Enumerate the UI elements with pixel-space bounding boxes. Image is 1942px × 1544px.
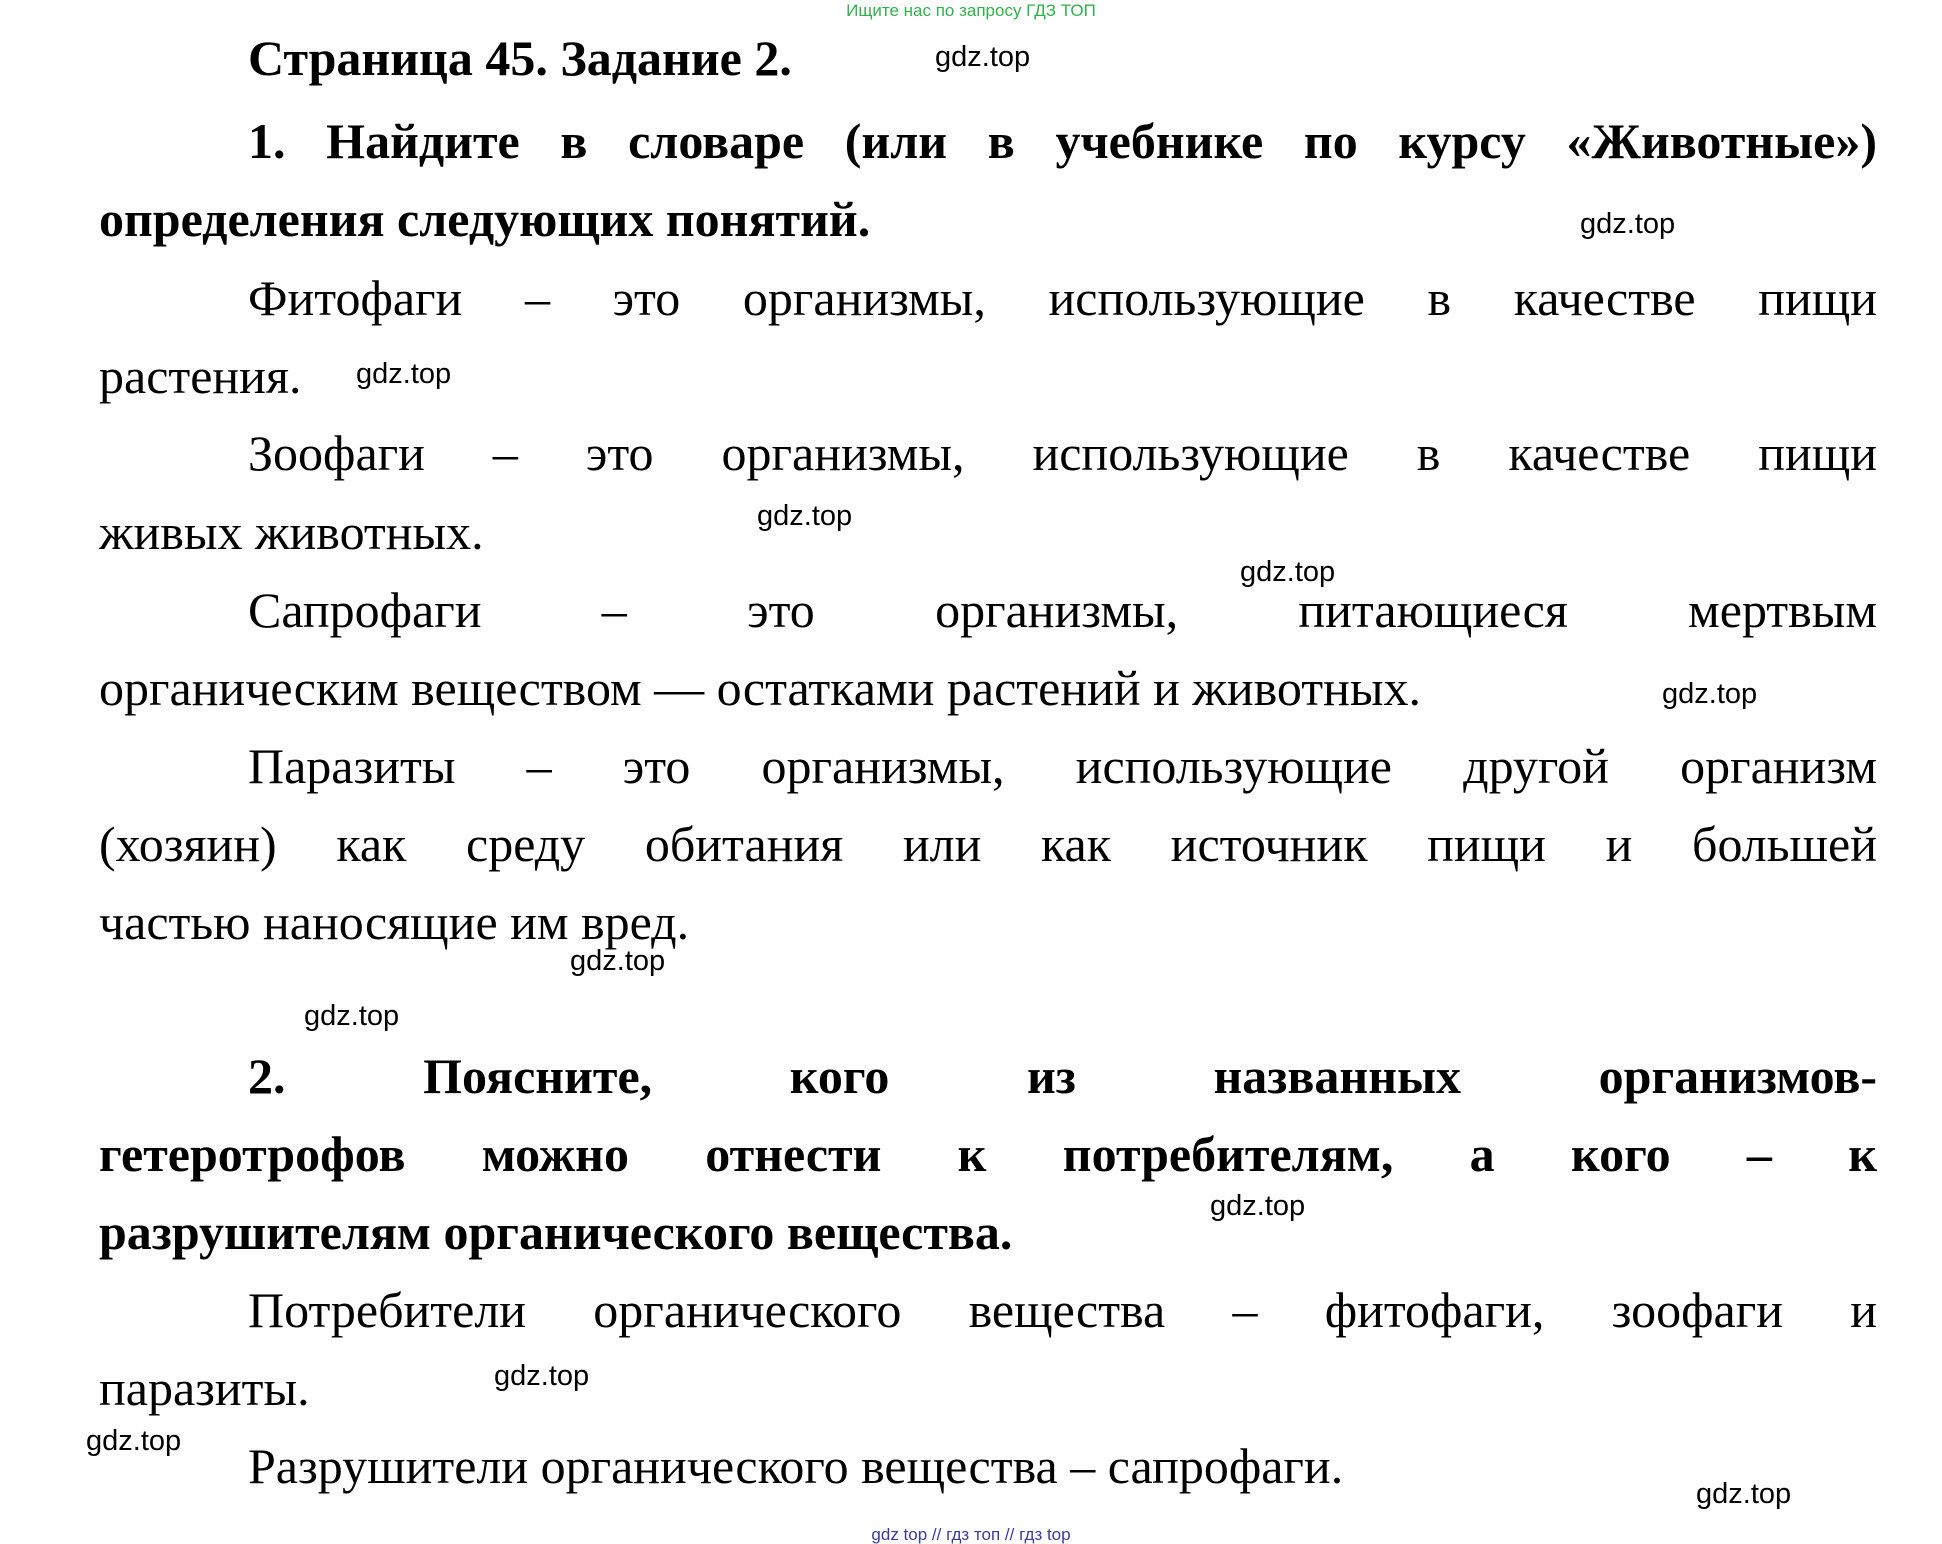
top-banner[interactable]: Ищите нас по запросу ГДЗ ТОП <box>846 1 1096 20</box>
watermark: gdz.top <box>356 358 452 390</box>
watermark: gdz.top <box>935 41 1031 73</box>
answer-consumers-line1: Потребители органического вещества – фитофаги, зоофаги и <box>248 1282 1877 1338</box>
watermark: gdz.top <box>494 1360 590 1392</box>
task1-line2: определения следующих понятий. <box>99 191 871 247</box>
definition-parasites-line3: частью наносящие им вред. <box>99 894 690 950</box>
answer-decomposers: Разрушители органического вещества – сапрофаги. <box>248 1438 1344 1494</box>
definition-parasites-line2: (хозяин) как среду обитания или как источник пищи и большей <box>99 816 1877 872</box>
watermark: gdz.top <box>1210 1190 1306 1222</box>
task1-line1: 1. Найдите в словаре (или в учебнике по курсу «Животные») <box>248 113 1877 169</box>
definition-parasites-line1: Паразиты – это организмы, использующие другой организм <box>248 738 1877 794</box>
answer-consumers-line2: паразиты. <box>99 1360 310 1416</box>
watermark: gdz.top <box>570 945 666 977</box>
definition-phytophages-line2: растения. <box>99 348 302 404</box>
watermark: gdz.top <box>1662 678 1758 710</box>
watermark: gdz.top <box>1240 556 1336 588</box>
watermark: gdz.top <box>304 1000 400 1032</box>
watermark: gdz.top <box>86 1425 182 1457</box>
definition-phytophages-line1: Фитофаги – это организмы, использующие в качестве пищи <box>248 270 1877 326</box>
definition-saprophages-line1: Сапрофаги – это организмы, питающиеся мертвым <box>248 582 1877 638</box>
definition-zoophages-line2: живых животных. <box>99 504 484 560</box>
definition-saprophages-line2: органическим веществом — остатками растений и животных. <box>99 660 1421 716</box>
definition-zoophages-line1: Зоофаги – это организмы, использующие в качестве пищи <box>248 425 1877 481</box>
task2-line2: гетеротрофов можно отнести к потребителям, а кого – к <box>99 1126 1877 1182</box>
page-heading: Страница 45. Задание 2. <box>248 30 792 86</box>
watermark: gdz.top <box>757 500 853 532</box>
task2-line1: 2. Поясните, кого из названных организмов- <box>248 1048 1877 1104</box>
task2-line3: разрушителям органического вещества. <box>99 1204 1013 1260</box>
watermark: gdz.top <box>1696 1478 1792 1510</box>
watermark: gdz.top <box>1580 208 1676 240</box>
footer-links[interactable]: gdz top // гдз топ // гдз top <box>871 1525 1071 1544</box>
